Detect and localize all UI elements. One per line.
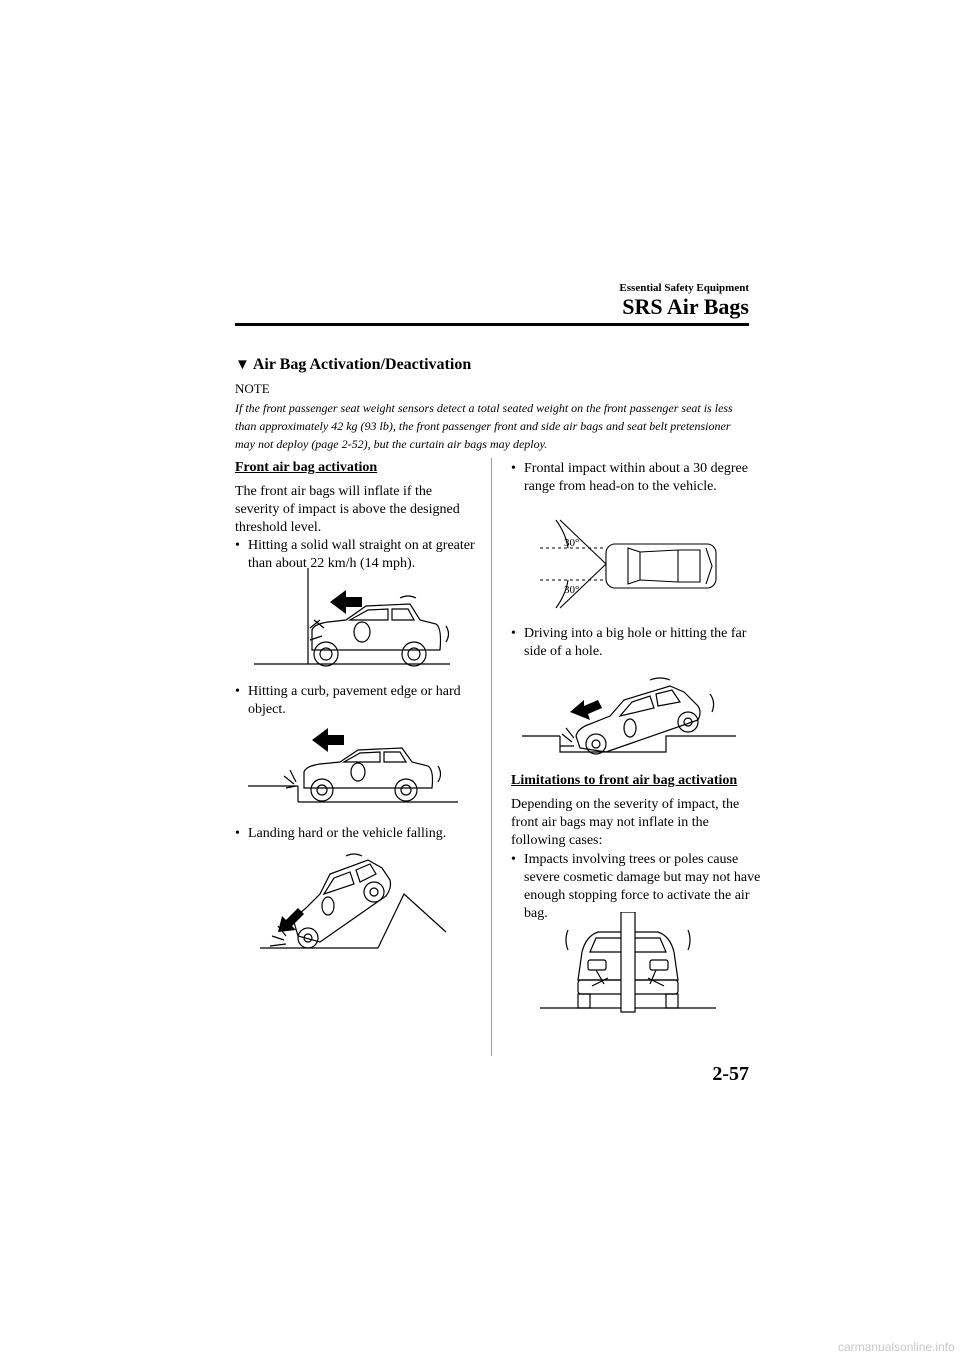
header-rule: [235, 323, 749, 326]
running-section-label: Essential Safety Equipment: [619, 282, 749, 294]
section-title-text: Air Bag Activation/Deactivation: [252, 356, 472, 373]
figure-landing-hard: [258, 850, 450, 954]
bullet-big-hole: [511, 625, 764, 661]
bullet-icon: •: [235, 826, 240, 841]
note-label: NOTE: [235, 381, 270, 396]
page-number: 2-57: [712, 1063, 749, 1085]
bullet-text: Hitting a curb, pavement edge or hard object.: [248, 684, 461, 717]
bullet-icon: •: [511, 626, 516, 641]
front-activation-heading: Front air bag activation: [235, 460, 378, 475]
bullet-curb: [235, 683, 488, 719]
limitations-heading: Limitations to front air bag activation: [511, 773, 738, 788]
note-text: If the front passenger seat weight sensors detect a total seated weight on the front passenger seat is less than approximately 42 kg (93 lb), the front passenger front and side air bags and seat belt pretensioner may not deploy (page 2-52), but the curtain air bags may deploy.: [235, 401, 733, 451]
bullet-text: Driving into a big hole or hitting the far side of a hole.: [524, 626, 747, 659]
figure-wall-impact: [250, 568, 455, 670]
bullet-text: Hitting a solid wall straight on at greater than about 22 km/h (14 mph).: [248, 538, 475, 571]
bullet-icon: •: [235, 684, 240, 699]
watermark-text: carmanualsonline.info: [838, 1340, 955, 1354]
figure-big-hole: [520, 672, 738, 758]
front-activation-intro: The front air bags will inflate if the severity of impact is above the designed threshold level.: [235, 484, 460, 535]
page-chapter-title: SRS Air Bags: [622, 294, 749, 319]
bullet-icon: •: [511, 461, 516, 476]
bullet-text: Frontal impact within about a 30 degree range from head-on to the vehicle.: [524, 461, 748, 494]
section-title: [235, 356, 471, 374]
triangle-down-icon: ▼: [235, 357, 250, 373]
bullet-frontal-impact: [511, 460, 764, 496]
bullet-icon: •: [235, 538, 240, 553]
figure-pole-impact: [538, 912, 718, 1014]
figure-frontal-angle: [536, 518, 726, 614]
angle-label-top: 30°: [564, 537, 580, 549]
bullet-text: Landing hard or the vehicle falling.: [248, 826, 447, 841]
bullet-icon: •: [511, 852, 516, 867]
limitations-intro: Depending on the severity of impact, the front air bags may not inflate in the following cases:: [511, 797, 740, 848]
figure-curb-impact: [246, 726, 460, 808]
bullet-text: Impacts involving trees or poles cause severe cosmetic damage but may not have enough stopping force to activate the air bag.: [524, 852, 761, 921]
angle-label-bottom: 30°: [564, 584, 580, 596]
column-divider: [491, 458, 492, 1056]
bullet-landing-hard: [235, 825, 488, 843]
